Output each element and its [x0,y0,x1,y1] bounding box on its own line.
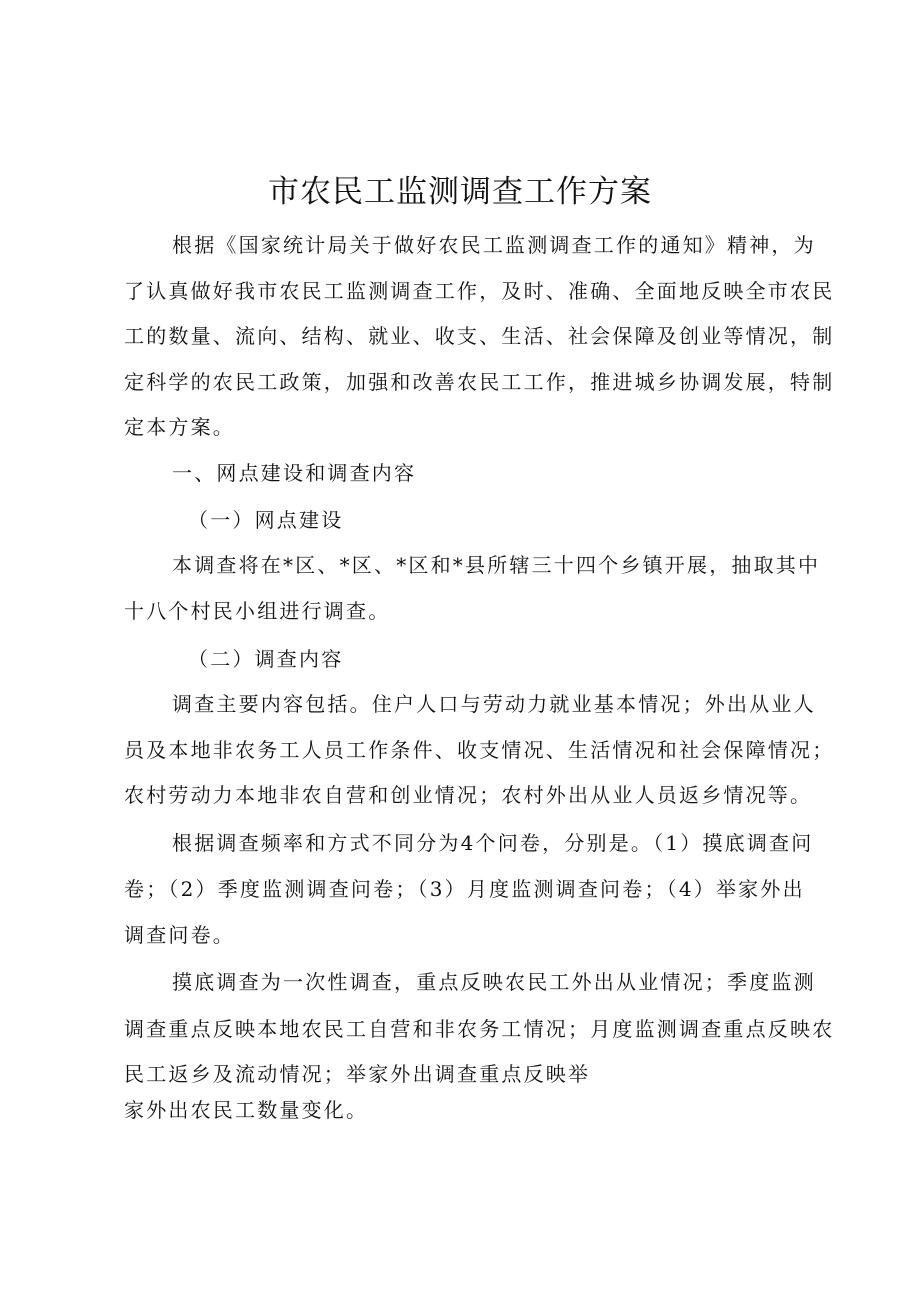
paragraph-line: 根据《国家统计局关于做好农民工监测调查工作的通知》精神，为 [172,233,816,257]
paragraph-line: 定科学的农民工政策，加强和改善农民工工作，推进城乡协调发展，特制 [124,370,835,394]
paragraph-line: 调查重点反映本地农民工自营和非农务工情况；月度监测调查重点反映农 [124,1017,835,1041]
paragraph-line: 摸底调查为一次性调查，重点反映农民工外出从业情况；季度监测 [172,970,816,994]
subsection-heading: （一）网点建设 [188,508,344,532]
paragraph-line: 本调查将在*区、*区、*区和*县所辖三十四个乡镇开展，抽取其中 [172,553,821,577]
paragraph-line: 农村劳动力本地非农自营和创业情况；农村外出从业人员返乡情况等。 [124,783,813,807]
paragraph-line: 工的数量、流向、结构、就业、收支、生活、社会保障及创业等情况，制 [124,324,835,348]
section-heading: 一、网点建设和调查内容 [172,461,417,485]
paragraph-line: 民工返乡及流动情况；举家外出调查重点反映举 [124,1062,591,1086]
paragraph-line: 调查问卷。 [124,923,235,947]
paragraph-line: 了认真做好我市农民工监测调查工作，及时、准确、全面地反映全市农民 [124,279,835,303]
paragraph-line: 根据调查频率和方式不同分为4个问卷，分别是。（1）摸底调查问 [172,831,814,855]
paragraph-line: 定本方案。 [124,415,235,439]
subsection-heading: （二）调查内容 [188,647,344,671]
paragraph-line: 员及本地非农务工人员工作条件、收支情况、生活情况和社会保障情况； [124,738,835,762]
paragraph-line: 十八个村民小组进行调查。 [124,599,391,623]
paragraph-line: 调查主要内容包括。住户人口与劳动力就业基本情况；外出从业人 [172,692,816,716]
document-title: 市农民工监测调查工作方案 [268,174,652,210]
paragraph-line: 卷；（2）季度监测调查问卷；（3）月度监测调查问卷；（4）举家外出 [124,877,805,901]
paragraph-line: 家外出农民工数量变化。 [124,1098,369,1122]
